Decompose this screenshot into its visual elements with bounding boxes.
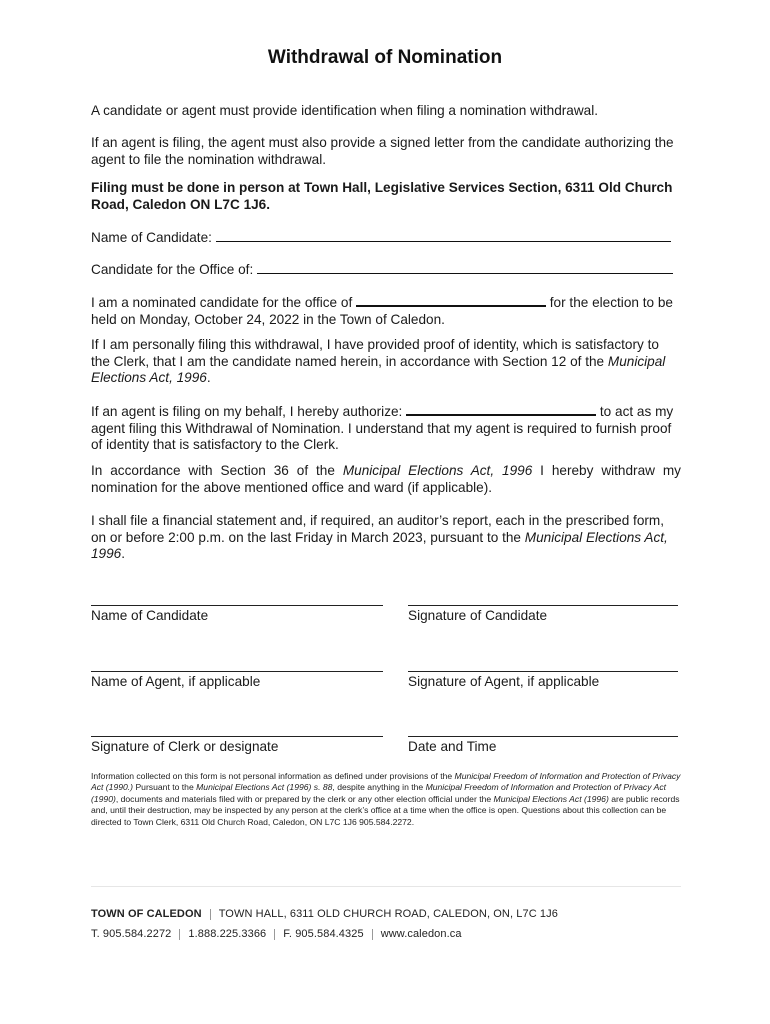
name-of-candidate-row: [91, 228, 681, 247]
privacy-disclaimer: [91, 771, 681, 828]
footer-phone: T. 905.584.2272: [91, 928, 172, 940]
footer-separator: [179, 929, 180, 940]
agent-name-field[interactable]: [406, 401, 596, 416]
date-time-caption: Date and Time: [408, 739, 497, 754]
footer-address-row: [91, 908, 558, 920]
footer-fax: F. 905.584.4325: [283, 928, 364, 940]
signature-of-agent-caption: Signature of Agent, if applicable: [408, 674, 600, 689]
signature-of-candidate-line[interactable]: [408, 605, 678, 606]
footer-separator: [274, 929, 275, 940]
proof-text: If I am personally filing this withdrawal, I have provided proof of identity, which is satisfactory to the Clerk, that I am the candidate named herein, in accordance with Section 12 of the: [91, 337, 659, 369]
act-reference: Municipal Elections Act, 1996: [91, 529, 668, 561]
office-of-field[interactable]: [356, 292, 546, 307]
name-of-candidate-label: Name of Candidate:: [91, 230, 212, 245]
footer-separator: [210, 909, 211, 920]
office-row: [91, 260, 681, 279]
date-time-line[interactable]: [408, 736, 678, 737]
withdraw-before: In accordance with Section 36 of the: [91, 463, 335, 478]
town-of-caledon-logo: TOWN OF CALEDON: [91, 908, 202, 920]
name-of-candidate-caption: Name of Candidate: [91, 608, 209, 623]
act-reference: Municipal Elections Act, 1996: [342, 463, 533, 478]
nominated-before: I am a nominated candidate for the office of: [91, 295, 353, 310]
footer-address: TOWN HALL, 6311 OLD CHURCH ROAD, CALEDON, ON, L7C 1J6: [218, 908, 558, 920]
name-of-agent-line[interactable]: [91, 671, 383, 672]
filing-location-text: Filing must be done in person at Town Hall, Legislative Services Section, 6311 Old Church Road, Caledon ON L7C 1J6.: [91, 180, 673, 212]
signature-of-clerk-line[interactable]: [91, 736, 383, 737]
authorize-before: If an agent is filing on my behalf, I hereby authorize:: [91, 404, 403, 419]
signature-of-candidate-caption: Signature of Candidate: [408, 608, 548, 623]
disclaimer-text: Information collected on this form is not personal information as defined under provisions of the: [91, 771, 453, 781]
disclaimer-act: Municipal Elections Act (1996): [493, 793, 609, 804]
disclaimer-text: Pursuant to the: [135, 782, 194, 793]
signature-of-agent-line[interactable]: [408, 671, 678, 672]
footer-tollfree: 1.888.225.3366: [188, 928, 267, 940]
disclaimer-text: , despite anything in the: [332, 782, 424, 793]
withdraw-after: I hereby withdraw my nomination for the above mentioned office and ward (if applicable).: [91, 463, 681, 495]
footer-contact-row: [91, 928, 462, 940]
act-reference: Municipal Elections Act, 1996: [91, 353, 666, 385]
nominated-after: for the election to be held on Monday, October 24, 2022 in the Town of Caledon.: [91, 295, 673, 327]
financial-end: .: [121, 546, 126, 561]
disclaimer-act: Municipal Freedom of Information and Protection of Privacy Act (1990): [91, 782, 667, 804]
proof-end: .: [206, 370, 211, 385]
agent-authorization-text: [91, 401, 681, 454]
disclaimer-text: are public records and, until their destruction, may be inspected by any person at the clerk’s office at a time when the office is open. Questions about this collection can be directed to Town Clerk, 6311 Old Church Road, Caledon, ON L7C 1J6 905.584.2272.: [91, 793, 680, 827]
footer-divider: [91, 886, 681, 887]
name-of-candidate-field[interactable]: [216, 228, 671, 242]
id-requirement-text: A candidate or agent must provide identification when filing a nomination withdrawal.: [91, 103, 599, 118]
disclaimer-text: , documents and materials filed with or prepared by the clerk or any other election official under the: [115, 793, 492, 804]
name-of-agent-caption: Name of Agent, if applicable: [91, 674, 261, 689]
disclaimer-act: Municipal Elections Act (1996) s. 88: [196, 782, 333, 793]
office-label: Candidate for the Office of:: [91, 262, 254, 277]
financial-statement-text: [91, 513, 681, 563]
name-of-candidate-line[interactable]: [91, 605, 383, 606]
office-field[interactable]: [257, 260, 673, 274]
agent-letter-text: If an agent is filing, the agent must also provide a signed letter from the candidate authorizing the agent to file the nomination withdrawal.: [91, 135, 674, 167]
disclaimer-act: Municipal Freedom of Information and Protection of Privacy Act (1990.): [91, 771, 681, 793]
signature-of-clerk-caption: Signature of Clerk or designate: [91, 739, 279, 754]
proof-of-identity-text: [91, 337, 681, 387]
footer-separator: [372, 929, 373, 940]
withdrawal-statement-text: [91, 463, 681, 496]
nominated-candidate-text: [91, 292, 681, 328]
authorize-after: to act as my agent filing this Withdrawal of Nomination. I understand that my agent is required to furnish proof of identity that is satisfactory to the Clerk.: [91, 404, 674, 452]
footer-website-link[interactable]: www.caledon.ca: [380, 928, 462, 940]
financial-before: I shall file a financial statement and, if required, an auditor’s report, each in the prescribed form, on or before 2:00 p.m. on the last Friday in March 2023, pursuant to the: [91, 513, 665, 545]
page-title: Withdrawal of Nomination: [267, 47, 503, 68]
